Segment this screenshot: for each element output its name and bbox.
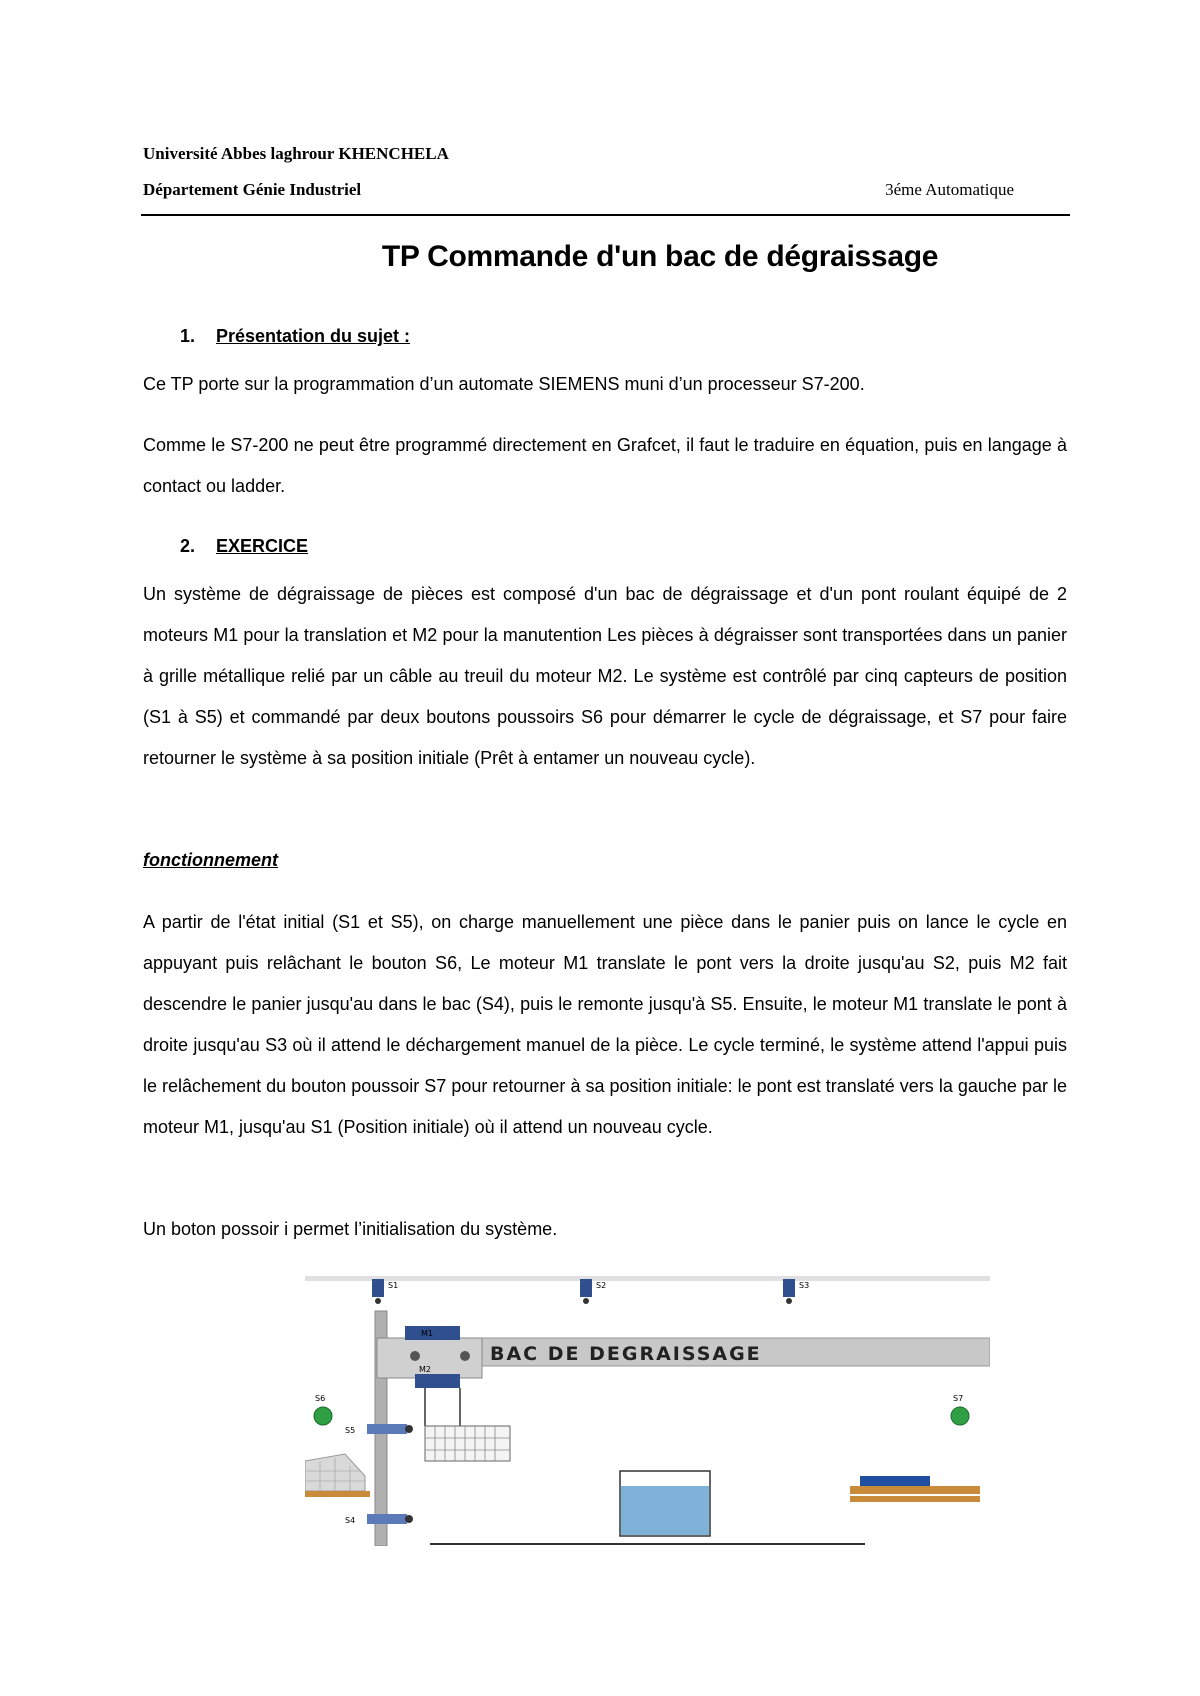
button-s6-label: S6 [315, 1394, 326, 1403]
sensor-s5-label: S5 [345, 1426, 356, 1435]
intro-paragraph-1: Ce TP porte sur la programmation d’un automate SIEMENS muni d’un processeur S7-200. [143, 374, 865, 394]
sensor-s4-icon [367, 1514, 413, 1524]
section-exercise-heading [180, 536, 308, 557]
header-rule [141, 214, 1070, 216]
section-presentation-heading [180, 326, 410, 347]
degreasing-tank [620, 1471, 710, 1536]
init-paragraph: Un boton possoir i permet l’initialisation du système. [143, 1219, 558, 1239]
bolt-icon [410, 1351, 420, 1361]
sensor-s2-label: S2 [596, 1281, 607, 1290]
motor-m2-label: M2 [419, 1365, 431, 1374]
operation-paragraph: A partir de l'état initial (S1 et S5), on charge manuellement une pièce dans le panier puis on lance le cycle en appuyant puis relâchant le bouton S6, Le moteur M1 translate le pont vers la droite jusqu'au S2, puis M2 fait descendre le panier jusqu'au dans le bac (S4), puis le remonte jusqu'à S5. Ensuite, le moteur M1 translate le pont à droite jusqu'au S3 où il attend le déchargement manuel de la pièce. Le cycle terminé, le système attend l'appui puis le relâchement du bouton poussoir S7 pour retourner à sa position initiale: le pont est translaté vers la gauche par le moteur M1, jusqu'au S1 (Position initiale) où il attend un nouveau cycle. [143, 912, 1067, 1137]
sensor-s1-icon [372, 1279, 384, 1304]
exercise-paragraph: Un système de dégraissage de pièces est composé d'un bac de dégraissage et d'un pont roulant équipé de 2 moteurs M1 pour la translation et M2 pour la manutention Les pièces à dégraisser sont transportées dans un panier à grille métallique relié par un câble au treuil du moteur M2. Le système est contrôlé par cinq capteurs de position (S1 à S5) et commandé par deux boutons poussoirs S6 pour démarrer le cycle de dégraissage, et S7 pour faire retourner le système à sa position initiale (Prêt à entamer un nouveau cycle). [143, 584, 1067, 768]
basket-grid [425, 1426, 510, 1461]
motor-m2-icon [415, 1374, 460, 1388]
section-label: Présentation du sujet : [216, 326, 411, 346]
button-s6-icon [314, 1407, 332, 1425]
button-s7-icon [951, 1407, 969, 1425]
section-label: EXERCICE [216, 536, 309, 556]
motor-m1-label: M1 [421, 1329, 433, 1338]
sensor-s3-label: S3 [799, 1281, 810, 1290]
degreasing-system-diagram [305, 1276, 990, 1546]
section-number: 2. [180, 536, 196, 556]
class-level: 3éme Automatique [885, 180, 1014, 199]
sensor-s5-icon [367, 1424, 413, 1434]
page-title: TP Commande d'un bac de dégraissage [381, 240, 939, 273]
sensor-s2-icon [580, 1279, 592, 1304]
operation-heading: fonctionnement [143, 850, 278, 870]
sensor-s4-label: S4 [345, 1516, 356, 1525]
university-name: Université Abbes laghrour KHENCHELA [143, 144, 449, 163]
top-rail [305, 1276, 990, 1281]
intro-paragraph-2: Comme le S7-200 ne peut être programmé directement en Grafcet, il faut le traduire en équation, puis en langage à contact ou ladder. [143, 435, 1067, 496]
pallet-right [850, 1476, 980, 1502]
bolt-icon [460, 1351, 470, 1361]
button-s7-label: S7 [953, 1394, 964, 1403]
bac-label: BAC DE DEGRAISSAGE [490, 1343, 762, 1365]
sensor-s1-label: S1 [388, 1281, 399, 1290]
sensor-s3-icon [783, 1279, 795, 1304]
department-name: Département Génie Industriel [143, 180, 362, 199]
parts-stack-left [305, 1454, 370, 1497]
section-number: 1. [180, 326, 196, 346]
